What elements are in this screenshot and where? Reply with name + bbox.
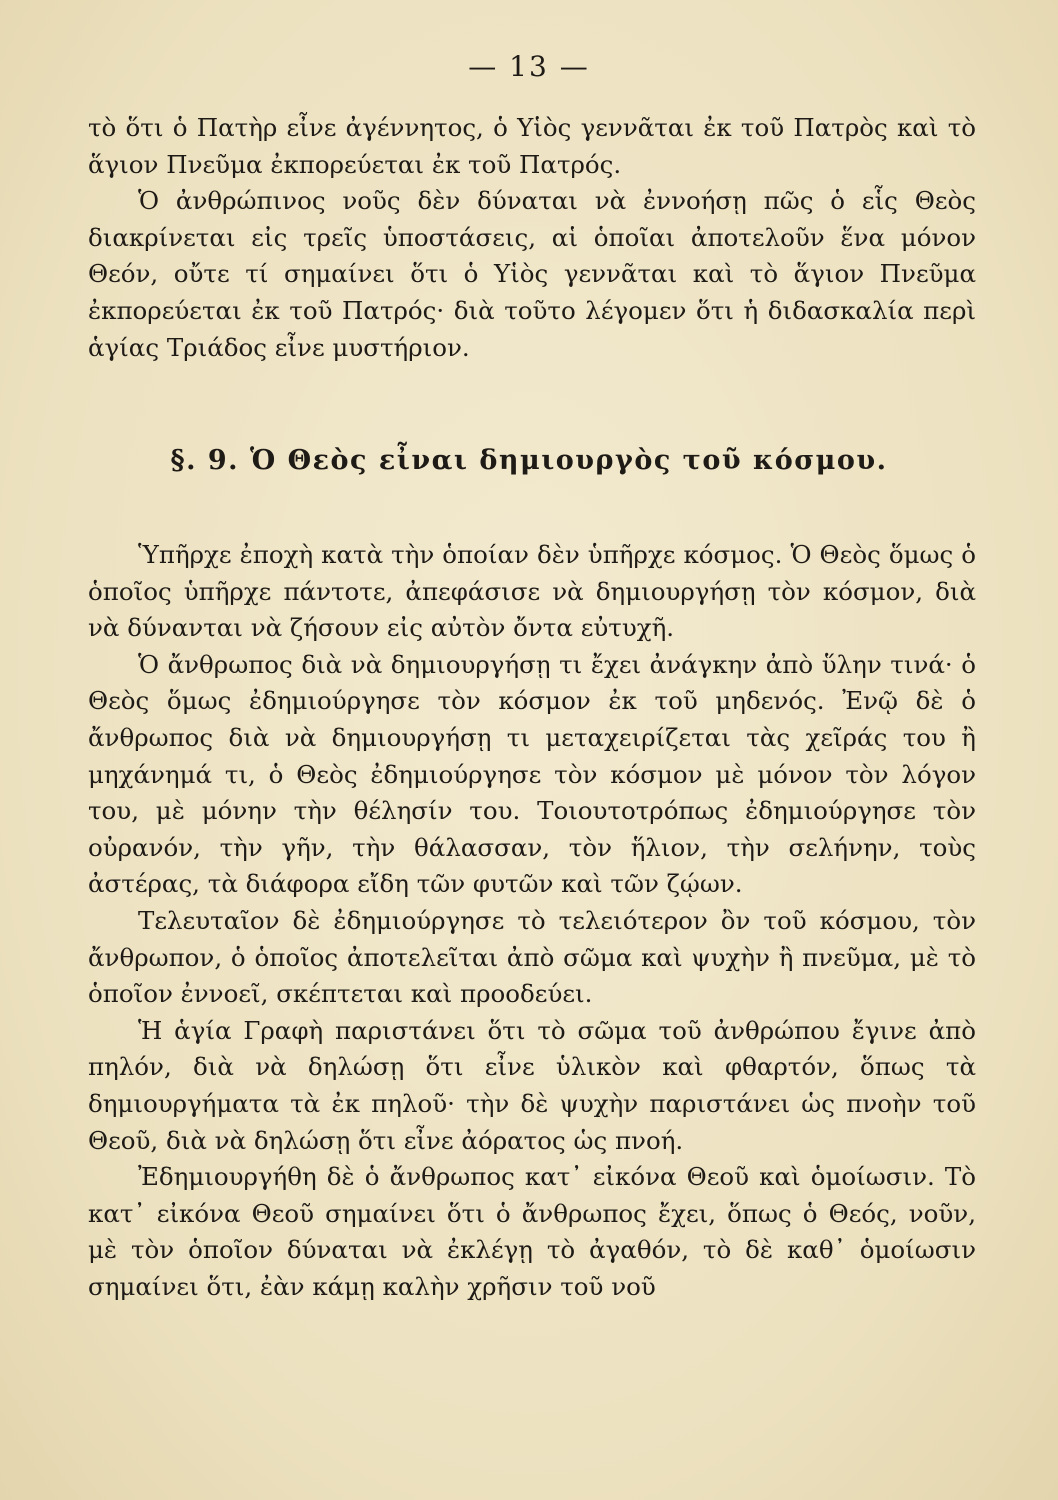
section-text-block <box>88 537 976 1305</box>
paragraph: τὸ ὅτι ὁ Πατὴρ εἶνε ἀγέννητος, ὁ Υἱὸς γεννᾶται ἐκ τοῦ Πατρὸς καὶ τὸ ἅγιον Πνεῦμα ἐκπορεύεται ἐκ τοῦ Πατρός. <box>88 113 976 179</box>
paragraph: Ἡ ἁγία Γραφὴ παριστάνει ὅτι τὸ σῶμα τοῦ ἀνθρώπου ἔγινε ἀπὸ πηλόν, διὰ νὰ δηλώσῃ ὅτι εἶνε ὑλικὸν καὶ φθαρτόν, ὅπως τὰ δημιουργήματα τὰ ἐκ πηλοῦ· τὴν δὲ ψυχὴν παριστάνει ὡς πνοὴν τοῦ Θεοῦ, διὰ νὰ δηλώσῃ ὅτι εἶνε ἀόρατος ὡς πνοή. <box>88 1015 976 1155</box>
page-number: — 13 — <box>468 50 590 83</box>
section-heading: §. 9. Ὁ Θεὸς εἶναι δημιουργὸς τοῦ κόσμου. <box>170 445 888 476</box>
paragraph: Τελευταῖον δὲ ἐδημιούργησε τὸ τελειότερον ὂν τοῦ κόσμου, τὸν ἄνθρωπον, ὁ ὁποῖος ἀποτελεῖται ἀπὸ σῶμα καὶ ψυχὴν ἢ πνεῦμα, μὲ τὸ ὁποῖον ἐννοεῖ, σκέπτεται καὶ προοδεύει. <box>88 905 976 1009</box>
paragraph: Ὑπῆρχε ἐποχὴ κατὰ τὴν ὁποίαν δὲν ὑπῆρχε κόσμος. Ὁ Θεὸς ὅμως ὁ ὁποῖος ὑπῆρχε πάντοτε, ἀπεφάσισε νὰ δημιουργήσῃ τὸν κόσμον, διὰ νὰ δύνανται νὰ ζήσουν εἰς αὐτὸν ὄντα εὐτυχῆ. <box>88 540 976 643</box>
paragraph: Ἐδημιουργήθη δὲ ὁ ἄνθρωπος κατ᾿ εἰκόνα Θεοῦ καὶ ὁμοίωσιν. Τὸ κατ᾿ εἰκόνα Θεοῦ σημαίνει ὅτι ὁ ἄνθρωπος ἔχει, ὅπως ὁ Θεός, νοῦν, μὲ τὸν ὁποῖον δύναται νὰ ἐκλέγῃ τὸ ἀγαθόν, τὸ δὲ καθ᾿ ὁμοίωσιν σημαίνει ὅτι, ἐὰν κάμῃ καλὴν χρῆσιν τοῦ νοῦ <box>88 1162 976 1301</box>
intro-text-block <box>88 110 976 366</box>
paragraph: Ὁ ἀνθρώπινος νοῦς δὲν δύναται νὰ ἐννοήσῃ πῶς ὁ εἷς Θεὸς διακρίνεται εἰς τρεῖς ὑποστάσεις, αἱ ὁποῖαι ἀποτελοῦν ἕνα μόνον Θεόν, οὔτε τί σημαίνει ὅτι ὁ Υἱὸς γεννᾶται καὶ τὸ ἅγιον Πνεῦμα ἐκπορεύεται ἐκ τοῦ Πατρός· διὰ τοῦτο λέγομεν ὅτι ἡ διδασκαλία περὶ ἁγίας Τριάδος εἶνε μυστήριον. <box>88 186 976 362</box>
paragraph: Ὁ ἄνθρωπος διὰ νὰ δημιουργήσῃ τι ἔχει ἀνάγκην ἀπὸ ὕλην τινά· ὁ Θεὸς ὅμως ἐδημιούργησε τὸν κόσμον ἐκ τοῦ μηδενός. Ἐνῷ δὲ ὁ ἄνθρωπος διὰ νὰ δημιουργήσῃ τι μεταχειρίζεται τὰς χεῖράς του ἢ μηχάνημά τι, ὁ Θεὸς ἐδημιούργησε τὸν κόσμον μὲ μόνον τὸν λόγον του, μὲ μόνην τὴν θέλησίν του. Τοιουτοτρόπως ἐδημιούργησε τὸν οὐρανόν, τὴν γῆν, τὴν θάλασσαν, τὸν ἥλιον, τὴν σελήνην, τοὺς ἀστέρας, τὰ διάφορα εἴδη τῶν φυτῶν καὶ τῶν ζῴων. <box>88 649 976 899</box>
